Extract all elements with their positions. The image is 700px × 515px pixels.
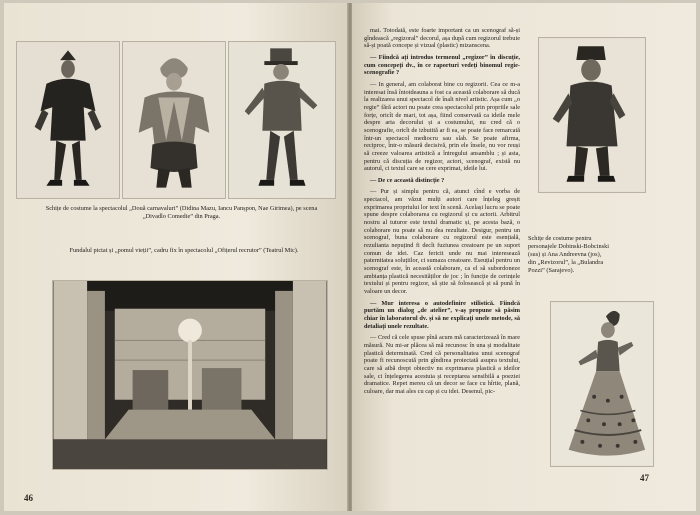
stage-set-drawing (53, 281, 327, 469)
costume-sketch-3-drawing (229, 42, 335, 198)
costume-sketch-2-drawing (123, 42, 225, 198)
costume-sketch-3 (228, 41, 336, 199)
costume-sketch-1-drawing (17, 42, 119, 198)
costume-caption: Schițe de costume la spectacolul „Două carnavaluri” (Didina Mazu, Iancu Panșpon, Nae Girimea), pe scena „Divadlo Comedie” din Praga. (45, 205, 318, 220)
right-page (352, 3, 696, 511)
page-number-right: 47 (640, 473, 649, 483)
text-paragraph: mai. Totodată, este foarte important ca un scenograf să-și gîndească „regizoral” decorul, așa după cum regizorul trebuie să-și poată concepe și vizual (plastic) mizanscena. (364, 27, 520, 50)
revizorul-caption: Schițe de costume pentru personajele Dobinski-Bobcinski (sus) și Ana Andreevna (jos), din „Revizorul”, la „Bulandra Pozzi” (Sarajevo). (528, 235, 609, 274)
question-paragraph: — De ce această distincție ? (370, 176, 445, 184)
portrait-sketch (538, 37, 646, 193)
text-paragraph: — Pur și simplu pentru că, atunci cînd e vorba de spectacol, am văzut mulți autori care înțeleg greșit exprimarea propriului lor text în scenă. Același lucru se poate spune despre colaborarea cu regizorul și cu actorii. Arbitrul nostru al tuturor este textul dramatic și, pe acesta bază, o colaborare nu poate să nu dea rezultate. Desigur, pentru un scenograf, buna colaborare cu regizorul este esențială, rezultanta nepuțind fi decît fuziunea creatoare pe un suport comun de idei. Caz fericit unde nu mai interesează paternitatea soluțiilor, ci sumaza creatoare. Eseuțial pentru un scenograf este, în această colaborare, ca el să subordoneze ambianța plastică necesităților de joc ; în funcție de cerințele textului și pentru regizor, să știe să folosească și să pună în valoare un decor. (364, 188, 520, 295)
interview-text-column (364, 27, 520, 505)
question-paragraph: — Fiindcă ați introdus termenul „regizor” în discuție, cum concepeți dv., în ce raporturi vedeți binomul regie-scenografie ? (364, 53, 520, 77)
text-paragraph: — Cred că cele spuse pînă acum mă caracterizează în mare măsură. Nu mi-ar plăcea să mă recunosc în una și modalitate plastică determinată. Cred că personalitatea unui scenograf poate fi recunoscută prin gîndirea proiectată asupra textului, care să aibă drept obiectiv nu exprimarea plastică a ideilor sale, ci înțelegerea acestuia și receptarea sensibilă a poeziei dramatice. Repet mereu că un decor se face cu hîrtie, plană, culoare, dar mai ales cu cap și cu idei. Desenul, pic- (364, 334, 520, 395)
portrait-sketch-drawing (539, 38, 645, 192)
text-paragraph: — In general, am colaborat bine cu regizorii. Cea ce m-a interesat însă întotdeauna a fost ca această colaborare să ducă la realizarea unui spectacol de înalt nivel artistic. Așa cum „o regie” fără actori nu poate crea spectacolul prin propriile sale forțe, oricît de mari, tot așa, fiind conservată ca ideile mele despre arta decorului și a costumului, nu cred că o scenografie, oricît de izbutită ar fi ea, se poate face remarcată într-un spectacol mediocru sau slab. Se poate afirma, reciproc, într-o măsură decisivă, prin ele însele, nu vor reuși să creeze valoarea artistică a întregului ansamblu ; și asta, pentru că discuția de regizor, actori, scenograf, există nu autorul, ci textul care se cere exprimat, ideile lui. (364, 80, 520, 173)
stage-set-photo (52, 280, 328, 470)
left-page (4, 3, 348, 511)
page-number-left: 46 (24, 493, 33, 503)
dress-sketch-drawing (551, 302, 653, 466)
question-paragraph: — Mur interesa o autodefinire stilistică. Fiindcă purtăm un dialog „de atelier”, v-aș propune să păsim chiar în laboratorul dv. și să ne explicați unele metode, să detaliați unele rezultate. (364, 299, 520, 330)
costume-sketch-1 (16, 41, 120, 199)
costume-sketch-2 (122, 41, 226, 199)
book-spread (4, 3, 696, 511)
dress-sketch (550, 301, 654, 467)
decor-caption: Fundalul pictat și „pomul vieții”, cadru fix în spectacolul „Ofițerul recrutor” (Teatrul Mic). (69, 247, 299, 254)
